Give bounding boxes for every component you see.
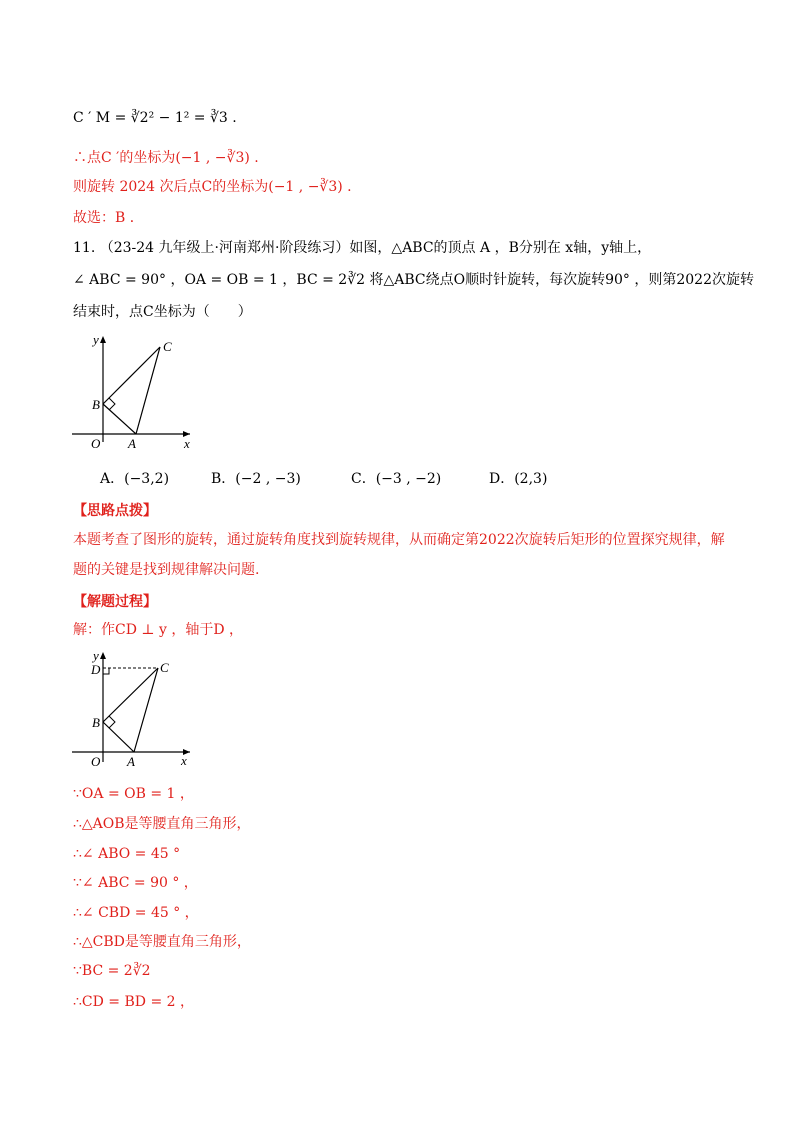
question-11-line-2: ∠ ABC = 90° ，OA = OB = 1 ，BC = 2∛2 将△ABC绕点O顺时针旋转，每次旋转90° ，则第2022次旋转: [73, 272, 755, 288]
fig2-label-d: D: [91, 662, 101, 677]
fig2-label-b: B: [92, 715, 100, 730]
answer-options: [100, 469, 547, 489]
question-11-line-1: 11. （23-24 九年级上·河南郑州·阶段练习）如图，△ABC的顶点 A ，B分别在 x轴，y轴上，: [73, 240, 652, 256]
step-c-2024-coord: 则旋转 2024 次后点C的坐标为(−1 , −∛3) .: [73, 179, 352, 195]
option-a[interactable]: A．(−3,2): [100, 471, 170, 487]
solution-step-4: ∴∠ ABO = 45 °: [73, 846, 181, 862]
hint-paragraph-line-1: 本题考查了图形的旋转，通过旋转角度找到旋转规律，从而确定第2022次旋转后矩形的位置探究规律，解: [73, 532, 725, 548]
fig2-label-y: y: [93, 648, 99, 663]
answer-choice: 故选：B ．: [73, 210, 144, 226]
solution-step-6: ∴∠ CBD = 45 ° ，: [73, 905, 199, 921]
fig1-label-c: C: [163, 339, 172, 354]
solution-step-1: 解：作CD ⊥ y ，轴于D ，: [73, 622, 244, 638]
fig2-label-a: A: [127, 754, 135, 769]
option-c[interactable]: C．(−3 , −2): [351, 471, 442, 487]
figure-2-triangle: [66, 648, 201, 770]
step-c-prime-coord: ∴点C ′的坐标为(−1 , −∛3) .: [73, 150, 259, 166]
option-d[interactable]: D．(2,3): [489, 471, 548, 487]
hint-paragraph-line-2: 题的关键是找到规律解决问题.: [73, 562, 260, 578]
fig2-label-o: O: [91, 754, 101, 769]
fig1-label-b: B: [92, 397, 100, 412]
section-heading-solution: 【解题过程】: [73, 594, 157, 610]
fig1-label-o: O: [91, 436, 101, 450]
fig1-label-x: x: [184, 436, 190, 450]
fig1-label-a: A: [128, 436, 136, 450]
solution-step-3: ∴△AOB是等腰直角三角形，: [73, 816, 251, 832]
figure-1-triangle: [66, 330, 201, 450]
solution-step-2: ∵OA = OB = 1 ，: [73, 786, 194, 802]
solution-step-5: ∵∠ ABC = 90 ° ，: [73, 875, 198, 891]
section-heading-hint: 【思路点拨】: [73, 503, 157, 519]
step-cm-length: C ′ M = ∛2² − 1² = ∛3 .: [73, 110, 237, 126]
fig2-label-x: x: [181, 753, 187, 768]
solution-step-7: ∴△CBD是等腰直角三角形，: [73, 934, 251, 950]
question-11-line-3: 结束时，点C坐标为（ ）: [73, 304, 252, 320]
fig1-label-y: y: [93, 332, 99, 347]
fig2-label-c: C: [160, 660, 169, 675]
option-b[interactable]: B．(−2 , −3): [211, 471, 301, 487]
solution-step-8: ∵BC = 2∛2: [73, 963, 151, 979]
solution-step-9: ∴CD = BD = 2 ，: [73, 994, 194, 1010]
